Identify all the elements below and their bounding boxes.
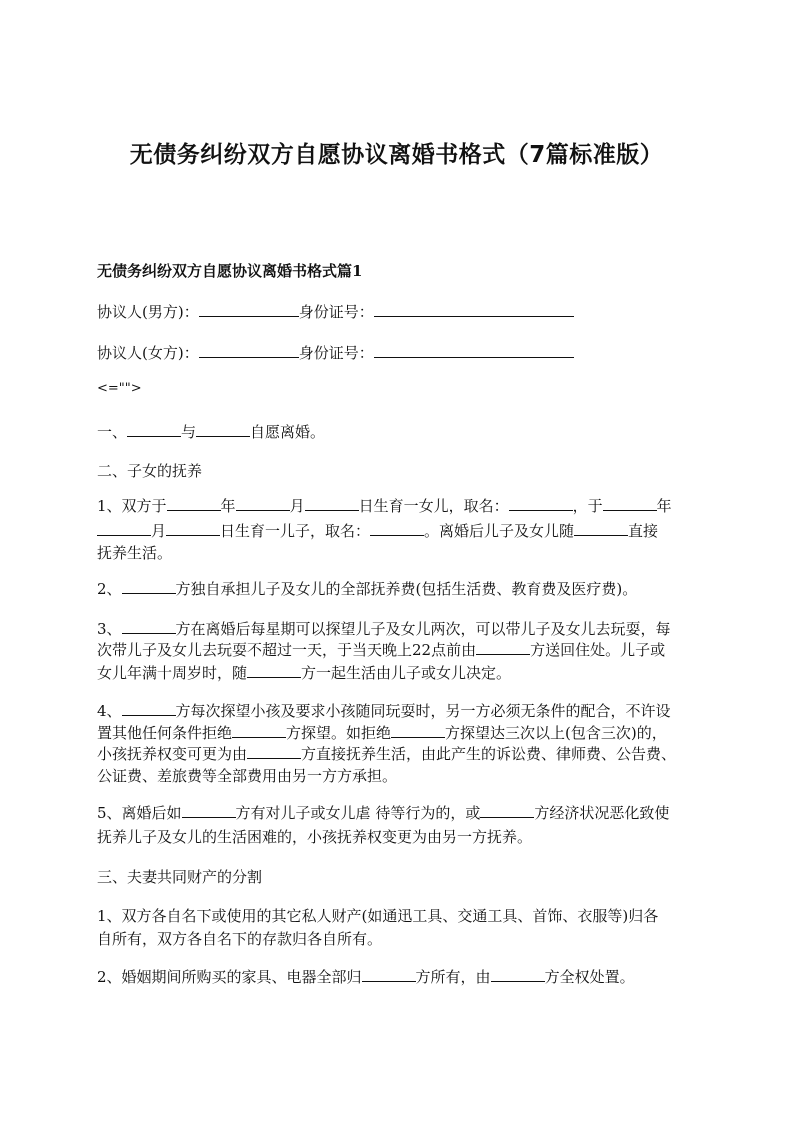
blank-field	[182, 804, 236, 818]
blank-field	[167, 497, 221, 511]
item-1-line-3: 抚养生活。	[97, 544, 173, 562]
item-2: 2、 方独自承担儿子及女儿的全部抚养费(包括生活费、教育费及医疗费)。	[97, 580, 638, 598]
item-4-line-4: 公证费、差旅费等全部费用由另一方方承担。	[97, 767, 398, 785]
section-3-heading: 三、夫妻共同财产的分割	[97, 868, 263, 886]
item-5-line-2: 抚养儿子及女儿的生活困难的，小孩抚养权变更为由另一方抚养。	[97, 828, 533, 846]
blank-field	[574, 522, 628, 536]
blank-field	[122, 580, 176, 594]
blank-field	[247, 745, 301, 759]
item-4-line-3: 小孩抚养权变可更为由 方直接抚养生活，由此产生的诉讼费、律师费、公告费、	[97, 745, 677, 763]
section-2-heading: 二、子女的抚养	[97, 462, 203, 480]
blank-field	[509, 497, 573, 511]
blank-field	[305, 497, 359, 511]
document-title: 无债务纠纷双方自愿协议离婚书格式（7篇标准版）	[129, 142, 664, 168]
blank-field	[603, 497, 657, 511]
party-male-line: 协议人(男方)： 身份证号：	[97, 300, 707, 325]
blank-field	[374, 303, 574, 317]
blank-field	[199, 303, 299, 317]
item-4-line-1: 4、 方每次探望小孩及要求小孩随同玩耍时，另一方必须无条件的配合，不许设	[97, 702, 671, 720]
item-3-line-3: 女儿年满十周岁时，随 方一起生活由儿子或女儿决定。	[97, 664, 512, 682]
item-5-line-1: 5、离婚后如 方有对儿子或女儿虐 待等行为的，或 方经济状况恶化致使	[97, 804, 670, 822]
blank-field	[196, 423, 250, 437]
item-1-line-2: 月 日生育一儿子，取名： 。离婚后儿子及女儿随 直接	[97, 519, 707, 544]
blank-field	[97, 522, 151, 536]
stray-markup-text: <="">	[97, 381, 142, 396]
blank-field	[166, 522, 220, 536]
prop-2: 2、婚姻期间所购买的家具、电器全部归 方所有，由 方全权处置。	[97, 968, 635, 986]
item-3-line-1: 3、 方在离婚后每星期可以探望儿子及女儿两次，可以带儿子及女儿去玩耍，每	[97, 620, 671, 638]
blank-field	[199, 344, 299, 358]
clause-1: 一、 与 自愿离婚。	[97, 423, 326, 441]
blank-field	[370, 522, 424, 536]
blank-field	[122, 620, 176, 634]
prop-1-line-1: 1、双方各自名下或使用的其它私人财产(如通迅工具、交通工具、首饰、衣服等)归各	[97, 907, 659, 925]
item-3-line-2: 次带儿子及女儿去玩耍不超过一天，于当天晚上22点前由 方送回住处。儿子或	[97, 641, 666, 659]
blank-field	[236, 497, 290, 511]
blank-field	[491, 968, 545, 982]
blank-field	[362, 968, 416, 982]
section-heading: 无债务纠纷双方自愿协议离婚书格式篇1	[97, 262, 363, 280]
blank-field	[247, 664, 301, 678]
blank-field	[480, 804, 534, 818]
item-1-line-1: 1、双方于 年 月 日生育一女儿，取名： ，于 年	[97, 497, 672, 515]
prop-1-line-2: 自所有，双方各自名下的存款归各自所有。	[97, 930, 383, 948]
blank-field	[122, 702, 176, 716]
blank-field	[127, 423, 181, 437]
blank-field	[391, 724, 445, 738]
party-female-line: 协议人(女方)： 身份证号：	[97, 341, 707, 366]
blank-field	[374, 344, 574, 358]
blank-field	[232, 724, 286, 738]
blank-field	[476, 641, 530, 655]
item-4-line-2: 置其他任何条件拒绝 方探望。如拒绝 方探望达三次以上(包含三次)的，	[97, 724, 667, 742]
